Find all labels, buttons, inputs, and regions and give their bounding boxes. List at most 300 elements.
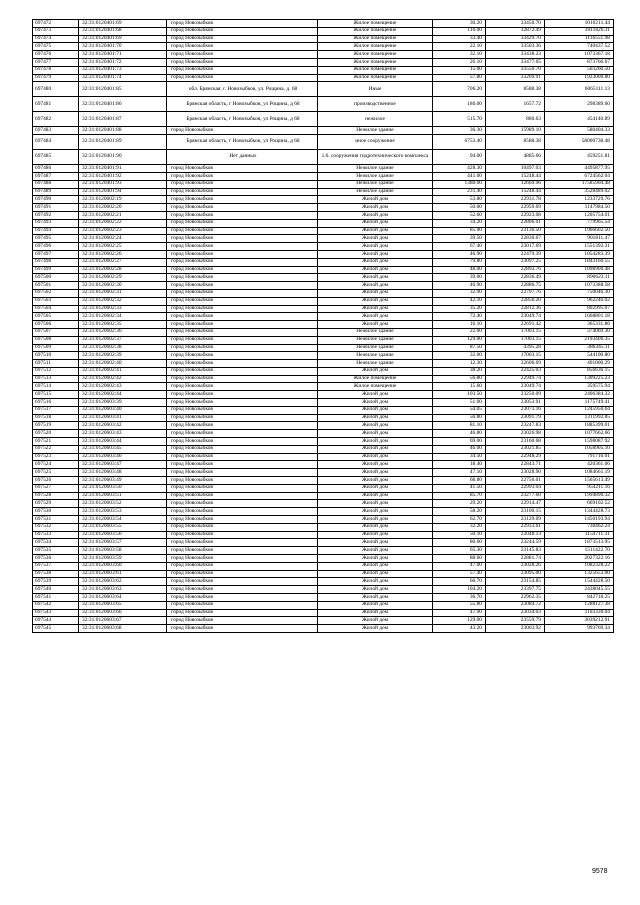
object-type-cell: Нежилое здание xyxy=(318,360,433,368)
address-cell: город Новозыбков xyxy=(167,35,318,43)
unit-value-cell: 23048.13 xyxy=(486,531,545,539)
area-cell: 129.00 xyxy=(433,336,486,344)
unit-value-cell: 17003.15 xyxy=(486,352,545,360)
area-cell: 50.00 xyxy=(433,204,486,212)
unit-value-cell: 10497.03 xyxy=(486,165,545,173)
address-cell: город Новозыбков xyxy=(167,492,318,500)
cadastral-number-cell: 32:31:0120602:30 xyxy=(79,282,167,290)
area-cell: 41.50 xyxy=(433,484,486,492)
table-row xyxy=(33,453,614,461)
address-cell: город Новозыбков xyxy=(167,188,318,196)
cadastral-number-cell: 32:31:0120603:44 xyxy=(79,438,167,446)
row-id-cell: 697477 xyxy=(33,58,79,66)
table-row xyxy=(33,422,614,430)
table-row xyxy=(33,282,614,290)
row-id-cell: 697544 xyxy=(33,617,79,625)
address-cell: город Новозыбков xyxy=(167,165,318,173)
unit-value-cell: 22933.61 xyxy=(486,523,545,531)
unit-value-cell: 17003.15 xyxy=(486,336,545,344)
row-id-cell: 697522 xyxy=(33,445,79,453)
area-cell: 32.20 xyxy=(433,523,486,531)
area-cell: 80.60 xyxy=(433,539,486,547)
unit-value-cell: 23277.60 xyxy=(486,492,545,500)
cadastral-number-cell: 32:31:0120401:94 xyxy=(79,188,167,196)
cadastral-value-cell: 669102.52 xyxy=(545,500,614,508)
object-type-cell: Жилой дом xyxy=(318,430,433,438)
table-row xyxy=(33,570,614,578)
table-row xyxy=(33,97,614,112)
cadastral-value-cell: 2027322.16 xyxy=(545,555,614,563)
object-type-cell: нежилое xyxy=(318,112,433,127)
address-cell: Нет данных xyxy=(167,150,318,165)
cadastral-value-cell: 962246.02 xyxy=(545,297,614,305)
cadastral-value-cell: 1668801.18 xyxy=(545,313,614,321)
object-type-cell: Жилой дом xyxy=(318,523,433,531)
row-id-cell: 697524 xyxy=(33,461,79,469)
address-cell: город Новозыбков xyxy=(167,336,318,344)
cadastral-value-cell: 1544428.50 xyxy=(545,578,614,586)
cadastral-number-cell: 32:31:0120401:74 xyxy=(79,74,167,82)
table-row xyxy=(33,321,614,329)
object-type-cell: Жилое помещение xyxy=(318,66,433,74)
unit-value-cell: 8588.38 xyxy=(486,82,545,97)
table-row xyxy=(33,66,614,74)
object-type-cell: Жилой дом xyxy=(318,227,433,235)
address-cell: город Новозыбков xyxy=(167,547,318,555)
row-id-cell: 697506 xyxy=(33,321,79,329)
cadastral-value-cell: 2193406.35 xyxy=(545,336,614,344)
address-cell: город Новозыбков xyxy=(167,539,318,547)
table-row xyxy=(33,547,614,555)
unit-value-cell: 23003.92 xyxy=(486,625,545,633)
object-type-cell: Жилой дом xyxy=(318,266,433,274)
row-id-cell: 697529 xyxy=(33,500,79,508)
table-row xyxy=(33,352,614,360)
address-cell: город Новозыбков xyxy=(167,438,318,446)
area-cell: 39.50 xyxy=(433,235,486,243)
cadastral-value-cell: 1154711.31 xyxy=(545,531,614,539)
object-type-cell: Жилой дом xyxy=(318,469,433,477)
cadastral-number-cell: 32:31:0120602:32 xyxy=(79,297,167,305)
unit-value-cell: 22893.76 xyxy=(486,266,545,274)
cadastral-value-cell: 1175749.41 xyxy=(545,399,614,407)
unit-value-cell: 23095.00 xyxy=(486,570,545,578)
area-cell: 26.10 xyxy=(433,58,486,66)
address-cell: город Новозыбков xyxy=(167,531,318,539)
row-id-cell: 697545 xyxy=(33,625,79,633)
unit-value-cell: 23034.03 xyxy=(486,609,545,617)
row-id-cell: 697518 xyxy=(33,414,79,422)
cadastral-value-cell: 1205754.01 xyxy=(545,211,614,219)
area-cell: 39.00 xyxy=(433,274,486,282)
object-type-cell: Нежилое здание xyxy=(318,172,433,180)
cadastral-number-cell: 32:31:0120603:67 xyxy=(79,617,167,625)
row-id-cell: 697510 xyxy=(33,352,79,360)
row-id-cell: 697504 xyxy=(33,305,79,313)
address-cell: город Новозыбков xyxy=(167,367,318,375)
cadastral-number-cell: 32:31:0120602:36 xyxy=(79,328,167,336)
area-cell: 69.00 xyxy=(433,438,486,446)
cadastral-value-cell: 2406384.32 xyxy=(545,391,614,399)
cadastral-number-cell: 32:31:0120401:73 xyxy=(79,66,167,74)
table-row xyxy=(33,112,614,127)
cadastral-value-cell: 740437.52 xyxy=(545,43,614,51)
cadastral-value-cell: 454140.89 xyxy=(545,112,614,127)
row-id-cell: 697539 xyxy=(33,578,79,586)
row-id-cell: 697525 xyxy=(33,469,79,477)
cadastral-number-cell: 32:31:0120602:28 xyxy=(79,266,167,274)
object-type-cell: производственное xyxy=(318,97,433,112)
area-cell: 79.80 xyxy=(433,258,486,266)
cadastral-number-cell: 32:31:0120602:26 xyxy=(79,250,167,258)
address-cell: город Новозыбков xyxy=(167,516,318,524)
address-cell: город Новозыбков xyxy=(167,274,318,282)
table-row xyxy=(33,500,614,508)
cadastral-value-cell: 954211.16 xyxy=(545,484,614,492)
address-cell: город Новозыбков xyxy=(167,625,318,633)
area-cell: 53.80 xyxy=(433,196,486,204)
address-cell: город Новозыбков xyxy=(167,601,318,609)
cadastral-value-cell: 1344428.73 xyxy=(545,508,614,516)
cadastral-number-cell: 32:31:0120401:88 xyxy=(79,127,167,135)
row-id-cell: 697494 xyxy=(33,227,79,235)
area-cell: 55.80 xyxy=(433,601,486,609)
row-id-cell: 697475 xyxy=(33,43,79,51)
table-row xyxy=(33,609,614,617)
cadastral-number-cell: 32:31:0120401:68 xyxy=(79,27,167,35)
area-cell: 72.40 xyxy=(433,313,486,321)
cadastral-value-cell: 1843160.55 xyxy=(545,258,614,266)
cadastral-value-cell: 802995.07 xyxy=(545,305,614,313)
cadastral-value-cell: 890623.11 xyxy=(545,274,614,282)
row-id-cell: 697520 xyxy=(33,430,79,438)
object-type-cell: Жилой дом xyxy=(318,250,433,258)
cadastral-value-cell: 1058905.10 xyxy=(545,445,614,453)
area-cell: 231.40 xyxy=(433,188,486,196)
object-type-cell: Жилой дом xyxy=(318,235,433,243)
table-row xyxy=(33,406,614,414)
table-row xyxy=(33,74,614,82)
row-id-cell: 697521 xyxy=(33,438,79,446)
cadastral-value-cell: 1966602.50 xyxy=(545,227,614,235)
row-id-cell: 697532 xyxy=(33,523,79,531)
address-cell: город Новозыбков xyxy=(167,180,318,188)
cadastral-value-cell: 1103330.04 xyxy=(545,609,614,617)
cadastral-value-cell: 4495877.95 xyxy=(545,165,614,173)
cadastral-number-cell: 32:31:0120602:23 xyxy=(79,227,167,235)
row-id-cell: 697540 xyxy=(33,586,79,594)
table-row xyxy=(33,562,614,570)
cadastral-value-cell: 856636.15 xyxy=(545,367,614,375)
area-cell: 32.90 xyxy=(433,289,486,297)
cadastral-number-cell: 32:31:0120603:60 xyxy=(79,562,167,570)
table-row xyxy=(33,180,614,188)
object-type-cell: Жилой дом xyxy=(318,243,433,251)
cadastral-value-cell: 1309225.23 xyxy=(545,375,614,383)
address-cell: город Новозыбков xyxy=(167,321,318,329)
unit-value-cell: 23028.90 xyxy=(486,469,545,477)
area-cell: 87.50 xyxy=(433,344,486,352)
area-cell: 94.00 xyxy=(433,150,486,165)
cadastral-value-table xyxy=(32,19,614,633)
cadastral-value-cell: 1511422.70 xyxy=(545,547,614,555)
address-cell: город Новозыбков xyxy=(167,127,318,135)
table-row xyxy=(33,555,614,563)
row-id-cell: 697528 xyxy=(33,492,79,500)
cadastral-number-cell: 32:31:0120603:65 xyxy=(79,601,167,609)
cadastral-value-cell: 873766.67 xyxy=(545,58,614,66)
address-cell: город Новозыбков xyxy=(167,399,318,407)
table-row xyxy=(33,258,614,266)
address-cell: город Новозыбков xyxy=(167,422,318,430)
cadastral-number-cell: 32:31:0120401:85 xyxy=(79,82,167,97)
address-cell: город Новозыбков xyxy=(167,508,318,516)
cadastral-number-cell: 32:31:0120603:50 xyxy=(79,484,167,492)
object-type-cell: Жилой дом xyxy=(318,531,433,539)
cadastral-value-cell: 842718.25 xyxy=(545,594,614,602)
object-type-cell: Нежилое здание xyxy=(318,188,433,196)
table-row xyxy=(33,274,614,282)
unit-value-cell: 4395.28 xyxy=(486,344,545,352)
table-row xyxy=(33,196,614,204)
table-row xyxy=(33,601,614,609)
cadastral-number-cell: 32:31:0120602:34 xyxy=(79,313,167,321)
object-type-cell: Жилой дом xyxy=(318,555,433,563)
cadastral-number-cell: 32:31:0120603:63 xyxy=(79,586,167,594)
address-cell: город Новозыбков xyxy=(167,66,318,74)
cadastral-number-cell: 32:31:0120603:59 xyxy=(79,555,167,563)
address-cell: город Новозыбков xyxy=(167,500,318,508)
cadastral-value-cell: 3911826.11 xyxy=(545,27,614,35)
cadastral-number-cell: 32:31:0120401:87 xyxy=(79,112,167,127)
unit-value-cell: 33438.23 xyxy=(486,51,545,59)
area-cell: 12.30 xyxy=(433,360,486,368)
area-cell: 85.70 xyxy=(433,492,486,500)
cadastral-value-cell: 359575.94 xyxy=(545,383,614,391)
row-id-cell: 697488 xyxy=(33,180,79,188)
address-cell: город Новозыбков xyxy=(167,562,318,570)
unit-value-cell: 22962.35 xyxy=(486,594,545,602)
address-cell: город Новозыбков xyxy=(167,477,318,485)
object-type-cell: Жилой дом xyxy=(318,367,433,375)
cadastral-number-cell: 32:31:0120602:41 xyxy=(79,367,167,375)
cadastral-value-cell: 1551392.31 xyxy=(545,243,614,251)
area-cell: 48.00 xyxy=(433,266,486,274)
address-cell: город Новозыбков xyxy=(167,453,318,461)
table-row xyxy=(33,305,614,313)
cadastral-number-cell: 32:31:0120603:58 xyxy=(79,547,167,555)
unit-value-cell: 23145.83 xyxy=(486,547,545,555)
table-row xyxy=(33,43,614,51)
row-id-cell: 697508 xyxy=(33,336,79,344)
object-type-cell: Нежилое здание xyxy=(318,336,433,344)
row-id-cell: 697499 xyxy=(33,266,79,274)
table-row xyxy=(33,461,614,469)
cadastral-value-cell: 1084661.19 xyxy=(545,469,614,477)
row-id-cell: 697491 xyxy=(33,204,79,212)
unit-value-cell: 22959.69 xyxy=(486,204,545,212)
unit-value-cell: 23160.68 xyxy=(486,438,545,446)
cadastral-value-cell: 1054283.39 xyxy=(545,250,614,258)
cadastral-number-cell: 32:31:0120603:47 xyxy=(79,461,167,469)
address-cell: город Новозыбков xyxy=(167,328,318,336)
area-cell: 34.20 xyxy=(433,219,486,227)
address-cell: город Новозыбков xyxy=(167,289,318,297)
address-cell: город Новозыбков xyxy=(167,570,318,578)
row-id-cell: 697478 xyxy=(33,66,79,74)
table-row xyxy=(33,344,614,352)
area-cell: 441.00 xyxy=(433,172,486,180)
area-cell: 36.70 xyxy=(433,594,486,602)
cadastral-number-cell: 32:31:0120602:29 xyxy=(79,274,167,282)
table-row xyxy=(33,594,614,602)
area-cell: 50.10 xyxy=(433,531,486,539)
address-cell: город Новозыбков xyxy=(167,344,318,352)
object-type-cell: Жилой дом xyxy=(318,461,433,469)
row-id-cell: 697534 xyxy=(33,539,79,547)
cadastral-value-cell: 544100.80 xyxy=(545,352,614,360)
unit-value-cell: 23021.85 xyxy=(486,445,545,453)
table-row xyxy=(33,539,614,547)
cadastral-number-cell: 32:31:0120401:89 xyxy=(79,135,167,150)
cadastral-number-cell: 32:31:0120603:57 xyxy=(79,539,167,547)
row-id-cell: 697514 xyxy=(33,383,79,391)
address-cell: город Новозыбков xyxy=(167,258,318,266)
unit-value-cell: 33503.36 xyxy=(486,43,545,51)
table-row xyxy=(33,477,614,485)
row-id-cell: 697503 xyxy=(33,297,79,305)
address-cell: город Новозыбков xyxy=(167,609,318,617)
row-id-cell: 697505 xyxy=(33,313,79,321)
area-cell: 103.50 xyxy=(433,391,486,399)
address-cell: город Новозыбков xyxy=(167,586,318,594)
cadastral-number-cell: 32:31:0120603:53 xyxy=(79,508,167,516)
cadastral-value-cell: 1245950.64 xyxy=(545,406,614,414)
unit-value-cell: 22843.71 xyxy=(486,461,545,469)
cadastral-number-cell: 32:31:0120602:35 xyxy=(79,321,167,329)
address-cell: обл. Брянская, г. Новозыбков, ул. Рощина, д. 68 xyxy=(167,82,318,97)
row-id-cell: 697486 xyxy=(33,165,79,173)
table-row xyxy=(33,617,614,625)
unit-value-cell: 23244.59 xyxy=(486,539,545,547)
table-row xyxy=(33,250,614,258)
cadastral-value-cell: 6065111.13 xyxy=(545,82,614,97)
cadastral-number-cell: 32:31:0120401:69 xyxy=(79,35,167,43)
cadastral-number-cell: 32:31:0120602:31 xyxy=(79,289,167,297)
area-cell: 1388.00 xyxy=(433,180,486,188)
cadastral-value-cell: 1598087.92 xyxy=(545,438,614,446)
cadastral-number-cell: 32:31:0120401:91 xyxy=(79,165,167,173)
cadastral-number-cell: 32:31:0120602:22 xyxy=(79,219,167,227)
cadastral-number-cell: 32:31:0120401:70 xyxy=(79,43,167,51)
address-cell: город Новозыбков xyxy=(167,211,318,219)
object-type-cell: Жилое помещение xyxy=(318,20,433,28)
address-cell: город Новозыбков xyxy=(167,297,318,305)
area-cell: 43.20 xyxy=(433,625,486,633)
object-type-cell: Жилой дом xyxy=(318,578,433,586)
object-type-cell: Жилое помещение xyxy=(318,58,433,66)
row-id-cell: 697493 xyxy=(33,219,79,227)
object-type-cell: Нежилое здание xyxy=(318,328,433,336)
cadastral-number-cell: 32:31:0120602:37 xyxy=(79,336,167,344)
area-cell: 68.80 xyxy=(433,477,486,485)
address-cell: город Новозыбков xyxy=(167,266,318,274)
table-row xyxy=(33,508,614,516)
address-cell: город Новозыбков xyxy=(167,235,318,243)
cadastral-value-cell: 580404.33 xyxy=(545,127,614,135)
unit-value-cell: 23559.79 xyxy=(486,617,545,625)
unit-value-cell: 22797.76 xyxy=(486,289,545,297)
area-cell: 6753.40 xyxy=(433,135,486,150)
address-cell: город Новозыбков xyxy=(167,391,318,399)
row-id-cell: 697516 xyxy=(33,399,79,407)
address-cell: город Новозыбков xyxy=(167,445,318,453)
cadastral-value-cell: 1288127.38 xyxy=(545,601,614,609)
table-row xyxy=(33,188,614,196)
cadastral-value-cell: 1450193.94 xyxy=(545,516,614,524)
object-type-cell: Жилой дом xyxy=(318,609,433,617)
object-type-cell: Жилой дом xyxy=(318,492,433,500)
cadastral-number-cell: 32:31:0120603:55 xyxy=(79,523,167,531)
row-id-cell: 697535 xyxy=(33,547,79,555)
table-row xyxy=(33,165,614,173)
area-cell: 58.20 xyxy=(433,508,486,516)
cadastral-number-cell: 32:31:0120603:66 xyxy=(79,609,167,617)
address-cell: город Новозыбков xyxy=(167,27,318,35)
object-type-cell: Жилой дом xyxy=(318,562,433,570)
cadastral-value-cell: 420361.06 xyxy=(545,461,614,469)
cadastral-number-cell: 32:31:0120602:39 xyxy=(79,352,167,360)
address-cell: город Новозыбков xyxy=(167,469,318,477)
area-cell: 129.00 xyxy=(433,617,486,625)
object-type-cell: Жилое помещение xyxy=(318,375,433,383)
object-type-cell: Жилое помещение xyxy=(318,27,433,35)
unit-value-cell: 23097.25 xyxy=(486,258,545,266)
row-id-cell: 697487 xyxy=(33,172,79,180)
table-row xyxy=(33,227,614,235)
area-cell: 66.70 xyxy=(433,578,486,586)
unit-value-cell: 33550.70 xyxy=(486,66,545,74)
cadastral-number-cell: 32:31:0120602:40 xyxy=(79,360,167,368)
cadastral-number-cell: 32:31:0120602:24 xyxy=(79,235,167,243)
cadastral-number-cell: 32:31:0120603:49 xyxy=(79,477,167,485)
table-row xyxy=(33,516,614,524)
area-cell: 30.20 xyxy=(433,20,486,28)
area-cell: 62.70 xyxy=(433,516,486,524)
table-row xyxy=(33,172,614,180)
table-row xyxy=(33,27,614,35)
table-row xyxy=(33,328,614,336)
area-cell: 57.40 xyxy=(433,570,486,578)
object-type-cell: Жилой дом xyxy=(318,399,433,407)
unit-value-cell: 22425.03 xyxy=(486,367,545,375)
cadastral-number-cell: 32:31:0120603:68 xyxy=(79,625,167,633)
unit-value-cell: 32872.49 xyxy=(486,27,545,35)
table-row xyxy=(33,438,614,446)
object-type-cell: Жилой дом xyxy=(318,321,433,329)
unit-value-cell: 23026.98 xyxy=(486,430,545,438)
area-cell: 34.50 xyxy=(433,453,486,461)
page-number: 9578 xyxy=(592,868,608,875)
area-cell: 15.00 xyxy=(433,66,486,74)
table-row xyxy=(33,336,614,344)
area-cell: 515.70 xyxy=(433,112,486,127)
row-id-cell: 697500 xyxy=(33,274,79,282)
table-row xyxy=(33,430,614,438)
area-cell: 67.40 xyxy=(433,243,486,251)
table-row xyxy=(33,391,614,399)
address-cell: город Новозыбков xyxy=(167,414,318,422)
